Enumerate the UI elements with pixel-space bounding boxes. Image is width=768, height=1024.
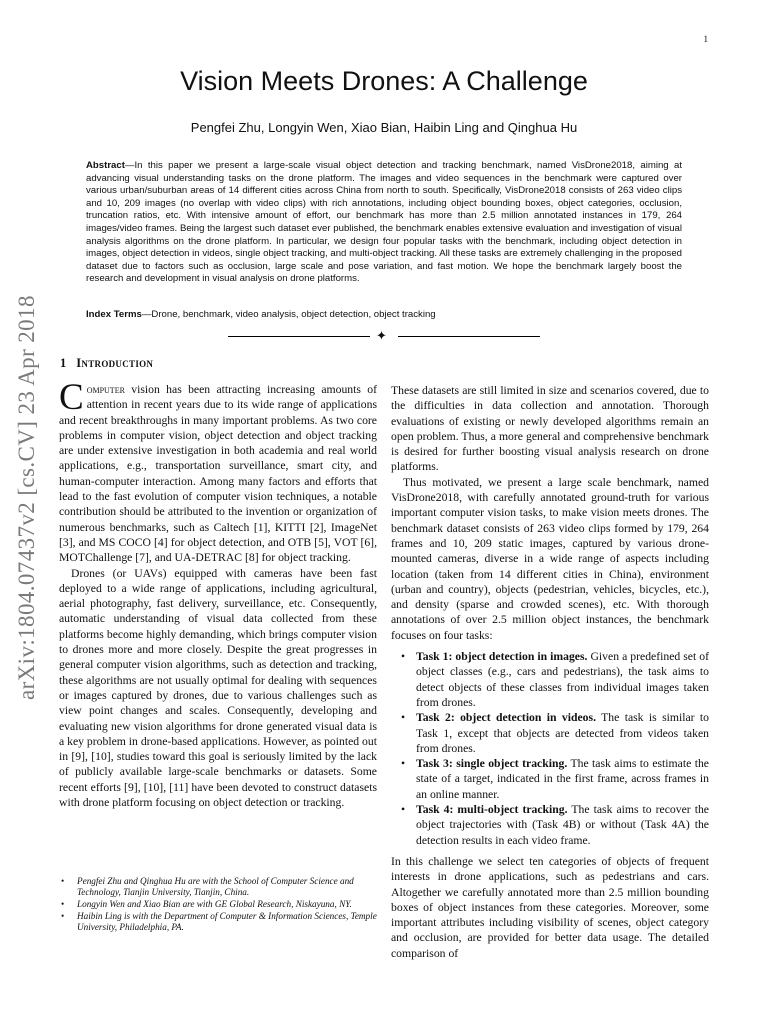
right-paragraph-1: These datasets are still limited in size and scenarios covered, due to the difficulties in data collection and annotation. Thorough evaluations of existing or newly developed algorithms remain an open problem. Thus, a more general and comprehensive benchmark is desired for further boosting visual analysis research on drone platforms. [391, 384, 709, 474]
task-head: Task 4: multi-object tracking. [416, 803, 568, 817]
task-body: The task aims to estimate the state of a target, indicated in the first frame, across frames in an online manner. [416, 757, 709, 801]
paper-title: Vision Meets Drones: A Challenge [180, 66, 588, 96]
footnote [59, 899, 377, 910]
task-head: Task 2: object detection in videos. [416, 711, 596, 725]
list-item [391, 756, 709, 802]
bullet-icon: • [61, 911, 65, 921]
bullet-icon: • [61, 876, 65, 886]
divider-line-left [228, 336, 370, 337]
task-body: The task is similar to Task 1, except that objects are detected from videos taken from drones. [416, 711, 709, 755]
bullet-icon: • [61, 899, 65, 909]
right-paragraph-2: Thus motivated, we present a large scale benchmark, named VisDrone2018, with carefully annotated ground-truth for various important computer vision tasks, to make vision meets drones. The benchmark dataset consists of 263 video clips formed by 179, 264 frames and 10, 209 static images, captured by various drone-mounted cameras, diverse in a wide range of aspects including location (taken from 14 different cities in China), environment (urban and country), objects (pedestrian, vehicles, bicycles, etc.), and density (sparse and crowded scenes), etc. With thorough annotations of over 2.5 million object instances, the benchmark focuses on four tasks: [391, 475, 709, 642]
bullet-icon: • [401, 711, 406, 725]
section-number: 1 [60, 356, 67, 370]
index-terms-label: Index Terms [86, 309, 142, 320]
list-item [391, 710, 709, 756]
divider-line-right [398, 336, 540, 337]
arxiv-stamp[interactable]: arXiv:1804.07437v2 [cs.CV] 23 Apr 2018 [14, 295, 39, 700]
abstract-label: Abstract [86, 160, 125, 171]
index-terms-text: —Drone, benchmark, video analysis, object detection, object tracking [141, 309, 436, 320]
right-column [391, 383, 709, 961]
intro-paragraph-1-text: vision has been attracting increasing amounts of attention in recent years due to its wide range of applications and recent breakthroughs in many important problems. As two core problems in computer vision, object detection and object tracking are under extensive investigation in both academia and real world applications, e.g., transportation surveillance, smart city, and human-computer interaction. Among many factors and efforts that lead to the fast evolution of computer vision techniques, a notable contribution should be attributed to the invention or organization of numerous benchmarks, such as Caltech [1], KITTI [2], ImageNet [3], and MS COCO [4] for object detection, and OTB [5], VOT [6], MOTChallenge [7], and UA-DETRAC [8] for object tracking. [59, 383, 377, 565]
section-heading [60, 356, 153, 371]
task-body: The task aims to recover the object trajectories with (Task 4B) or without (Task 4A) the detection results in each video frame. [416, 803, 709, 847]
left-column [59, 377, 377, 810]
paper-authors: Pengfei Zhu, Longyin Wen, Xiao Bian, Haibin Ling and Qinghua Hu [190, 120, 578, 135]
bullet-icon: • [401, 803, 406, 817]
list-item [391, 649, 709, 710]
footnote-text: Haibin Ling is with the Department of Computer & Information Sciences, Temple University, Philadelphia, PA. [77, 911, 377, 932]
task-list [391, 649, 709, 848]
footnotes [59, 876, 377, 934]
task-head: Task 3: single object tracking. [416, 757, 568, 771]
index-terms [86, 309, 682, 320]
list-item [391, 802, 709, 848]
intro-paragraph-1 [59, 377, 377, 566]
section-divider [228, 328, 540, 343]
task-head: Task 1: object detection in images. [416, 650, 588, 664]
bullet-icon: • [401, 650, 406, 664]
footnote-text: Longyin Wen and Xiao Bian are with GE Global Research, Niskayuna, NY. [77, 899, 352, 909]
lead-word: omputer [86, 383, 125, 396]
diamond-icon: ✦ [376, 328, 387, 343]
footnote [59, 876, 377, 898]
footnote-text: Pengfei Zhu and Qinghua Hu are with the School of Computer Science and Technology, Tianjin University, Tianjin, China. [77, 876, 354, 897]
bullet-icon: • [401, 757, 406, 771]
abstract-text: —In this paper we present a large-scale visual object detection and tracking benchmark, named VisDrone2018, aiming at advancing visual understanding tasks on the drone platform. The images and video sequences in the benchmark were captured over various urban/suburban areas of 14 different cities across China from north to south. Specifically, VisDrone2018 consists of 263 video clips and 10, 209 images (no overlap with video clips) with rich annotations, including object bounding boxes, object categories, occlusion, truncation ratios, etc. With intensive amount of effort, our benchmark has more than 2.5 million annotated instances in 179, 264 images/video frames. Being the largest such dataset ever published, the benchmark enables extensive evaluation and investigation of visual analysis algorithms on the drone platform. In particular, we design four popular tasks with the benchmark, including object detection in images, object detection in videos, single object tracking, and multi-object tracking. All these tasks are extremely challenging in the proposed dataset due to factors such as occlusion, large scale and pose variation, and fast motion. We hope the benchmark largely boost the research and development in visual analysis on drone platforms. [86, 160, 682, 285]
right-paragraph-3: In this challenge we select ten categories of objects of frequent interests in drone applications, such as pedestrians and cars. Altogether we carefully annotated more than 2.5 million bounding boxes of object instances from these categories. Moreover, some important attributes including visibility of scenes, object category and occlusion, are provided for better data usage. The detailed comparison of [391, 854, 709, 960]
task-body: Given a predefined set of object classes (e.g., cars and pedestrians), the task aims to detect objects of these classes from individual images taken from drones. [416, 650, 709, 709]
section-title: Introduction [76, 356, 154, 370]
footnote [59, 911, 377, 933]
page-number: 1 [703, 34, 708, 44]
abstract [86, 160, 682, 286]
drop-cap: C [59, 377, 84, 418]
intro-paragraph-2: Drones (or UAVs) equipped with cameras have been fast deployed to a wide range of applications, including agricultural, aerial photography, fast delivery, surveillance, etc. Consequently, automatic understanding of visual data collected from these platforms become highly demanding, which brings computer vision to drones more and more closely. Despite the great progresses in general computer vision algorithms, such as detection and tracking, these algorithms are not usually optimal for dealing with sequences or images captured by drones, due to various challenges such as view point changes and scales. Consequently, developing and evaluating new vision algorithms for drone generated visual data is a key problem in drone-based applications. However, as pointed out in [9], [10], studies toward this goal is seriously limited by the lack of publicly available large-scale benchmarks or datasets. Some recent efforts [9], [10], [11] have been devoted to construct datasets with drone platform focusing on object detection or tracking. [59, 566, 377, 810]
